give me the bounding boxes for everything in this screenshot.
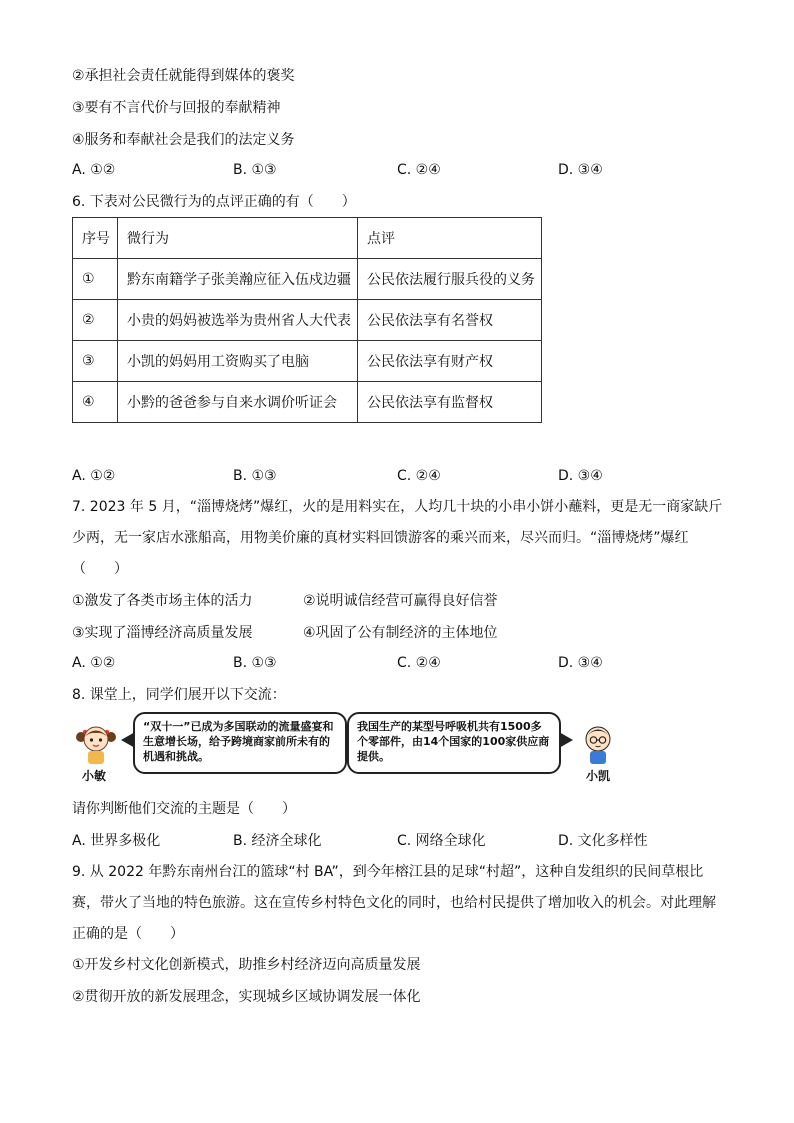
table-cell: 公民依法享有名誉权 bbox=[358, 300, 542, 341]
q7-option-d: D. ③④ bbox=[558, 655, 603, 671]
q6-option-c: C. ②④ bbox=[397, 468, 441, 484]
q5-item-2: ②承担社会责任就能得到媒体的褒奖 bbox=[72, 68, 295, 84]
boy-avatar-icon bbox=[580, 722, 616, 768]
table-cell: ③ bbox=[73, 341, 118, 382]
q7-item-2: ②说明诚信经营可赢得良好信誉 bbox=[303, 593, 498, 609]
q8-question: 请你判断他们交流的主题是（ ） bbox=[72, 801, 296, 817]
table-cell: 公民依法享有监督权 bbox=[358, 382, 542, 423]
q7-option-c: C. ②④ bbox=[397, 655, 441, 671]
q5-item-4: ④服务和奉献社会是我们的法定义务 bbox=[72, 132, 295, 148]
table-cell: 黔东南籍学子张美瀚应征入伍戍边疆 bbox=[118, 259, 358, 300]
q7-stem-line-3: （ ） bbox=[72, 561, 128, 577]
q6-table bbox=[72, 217, 542, 423]
q5-option-c: C. ②④ bbox=[397, 162, 441, 178]
table-cell: 公民依法享有财产权 bbox=[358, 341, 542, 382]
table-row bbox=[73, 341, 542, 382]
table-cell: 公民依法履行服兵役的义务 bbox=[358, 259, 542, 300]
q6-option-d: D. ③④ bbox=[558, 468, 603, 484]
table-row bbox=[73, 382, 542, 423]
left-speaker-name: 小敏 bbox=[82, 769, 107, 783]
q6-stem: 6. 下表对公民微行为的点评正确的有（ ） bbox=[72, 194, 356, 210]
table-cell: ② bbox=[73, 300, 118, 341]
table-row bbox=[73, 259, 542, 300]
table-cell: 小凯的妈妈用工资购买了电脑 bbox=[118, 341, 358, 382]
q8-option-a: A. 世界多极化 bbox=[72, 833, 161, 849]
table-cell: 小贵的妈妈被选举为贵州省人大代表 bbox=[118, 300, 358, 341]
q8-option-d: D. 文化多样性 bbox=[558, 833, 648, 849]
q7-option-b: B. ①③ bbox=[233, 655, 277, 671]
table-cell: 小黔的爸爸参与自来水调价听证会 bbox=[118, 382, 358, 423]
q5-item-3: ③要有不言代价与回报的奉献精神 bbox=[72, 100, 281, 116]
table-row bbox=[73, 300, 542, 341]
q5-option-a: A. ①② bbox=[72, 162, 116, 178]
q6-option-b: B. ①③ bbox=[233, 468, 277, 484]
q9-item-1: ①开发乡村文化创新模式，助推乡村经济迈向高质量发展 bbox=[72, 957, 421, 973]
girl-avatar-icon bbox=[76, 722, 116, 768]
q9-stem-line-1: 9. 从 2022 年黔东南州台江的篮球“村 BA”，到今年榕江县的足球“村超”，这种自发组织的民间草根比 bbox=[72, 864, 704, 880]
right-speaker-name: 小凯 bbox=[586, 769, 611, 783]
table-header-cell: 微行为 bbox=[118, 218, 358, 259]
q9-stem-line-3: 正确的是（ ） bbox=[72, 926, 184, 942]
q7-item-1: ①激发了各类市场主体的活力 bbox=[72, 593, 253, 609]
table-header-row bbox=[73, 218, 542, 259]
q7-option-a: A. ①② bbox=[72, 655, 116, 671]
table-cell: ④ bbox=[73, 382, 118, 423]
table-header-cell: 点评 bbox=[358, 218, 542, 259]
q9-stem-line-2: 赛，带火了当地的特色旅游。这在宣传乡村特色文化的同时，也给村民提供了增加收入的机会。对此理解 bbox=[72, 895, 716, 911]
left-speech-bubble: “双十一”已成为多国联动的流量盛宴和生意增长场，给予跨境商家前所未有的机遇和挑战。 bbox=[133, 712, 347, 774]
right-bubble-tail bbox=[559, 732, 573, 748]
table-cell: ① bbox=[73, 259, 118, 300]
right-speech-bubble: 我国生产的某型号呼吸机共有1500多个零部件，由14个国家的100家供应商提供。 bbox=[347, 712, 561, 774]
table-header-cell: 序号 bbox=[73, 218, 118, 259]
q8-stem: 8. 课堂上，同学们展开以下交流： bbox=[72, 687, 286, 703]
q7-item-4: ④巩固了公有制经济的主体地位 bbox=[303, 625, 498, 641]
q6-option-a: A. ①② bbox=[72, 468, 116, 484]
q8-option-b: B. 经济全球化 bbox=[233, 833, 322, 849]
q7-item-3: ③实现了淄博经济高质量发展 bbox=[72, 625, 253, 641]
q9-item-2: ②贯彻开放的新发展理念，实现城乡区域协调发展一体化 bbox=[72, 989, 421, 1005]
q5-option-b: B. ①③ bbox=[233, 162, 277, 178]
q8-option-c: C. 网络全球化 bbox=[397, 833, 486, 849]
q5-option-d: D. ③④ bbox=[558, 162, 603, 178]
q7-stem-line-1: 7. 2023 年 5 月，“淄博烧烤”爆红，火的是用料实在，人均几十块的小串小饼小蘸料，更是无一商家缺斤 bbox=[72, 499, 723, 515]
q7-stem-line-2: 少两，无一家店水涨船高，用物美价廉的真材实料回馈游客的乘兴而来，尽兴而归。“淄博烧烤”爆红 bbox=[72, 530, 689, 546]
